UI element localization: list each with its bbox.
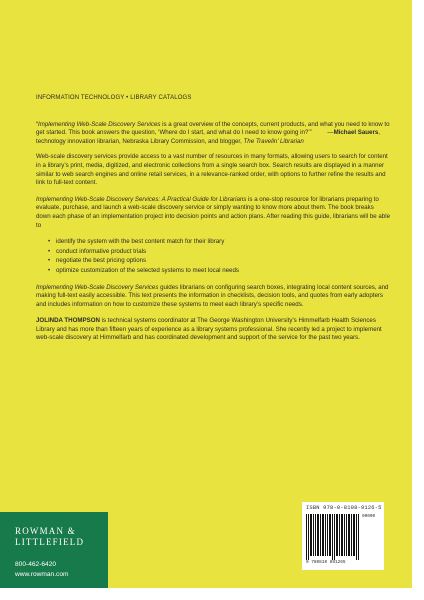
publisher-logo-line-2: LITTLEFIELD [15, 537, 85, 547]
quote-book-title: Implementing Web-Scale Discovery Services [38, 120, 161, 128]
cover-edge-bottom [0, 588, 424, 600]
list-item: • identify the system with the best content match for their library [48, 238, 390, 247]
price-code: 90000 [362, 514, 376, 519]
quote-body: is a great overview of the concepts, current products, and what you need to know to get started. This book answers the question, ‘Where do I start, and what do I need to know going in?’” [36, 120, 390, 137]
quote-attr-dash: — [327, 129, 334, 137]
publisher-logo-line-1: ROWMAN & [15, 526, 76, 536]
quote-attr-blog: The Travelin’ Librarian [243, 137, 304, 145]
publisher-logo [15, 526, 84, 548]
quote-attr-name: Michael Sauers [333, 129, 379, 137]
para3-book-title: Implementing Web-Scale Discovery Services [36, 283, 159, 291]
para2-book-title: Implementing Web-Scale Discovery Services: A Practical Guide for Librarians [36, 195, 247, 203]
author-bio [36, 317, 390, 343]
publisher-url: www.rowman.com [15, 571, 69, 578]
publisher-phone: 800-462-6420 [15, 561, 57, 568]
barcode-icon [306, 514, 360, 560]
list-item: • conduct informative product trials [48, 248, 390, 257]
endorsement-quote [36, 121, 390, 147]
description-paragraph-2 [36, 196, 390, 230]
list-item: • optimize customization of the selected systems to meet local needs [48, 267, 390, 276]
publisher-block [0, 512, 108, 588]
barcode-number: 9 780810 891265 [306, 560, 346, 565]
benefits-list [36, 238, 390, 275]
author-bio-text: is technical systems coordinator at The George Washington University’s Himmelfarb Health Sciences Library and has more than fifteen years of experience as a library systems professional. She recently led a project to implement web-scale discovery at Himmelfarb and has coordinated development and support of the service for the past two years. [36, 317, 382, 342]
para3-body: guides librarians on configuring search boxes, integrating local content sources, and making full-text easily accessible. This text presents the information in checklists, decision tools, and quotes from early adopters and includes information on how to customize these systems to meet each library’s specific needs. [36, 283, 389, 308]
description-paragraph-1: Web-scale discovery services provide access to a vast number of resources in many formats, allowing users to search for content in a library’s print, media, digitized, and electronic collections from a single search box. Search results are displayed in a manner similar to web search engines and online retail services, in a relevance-ranked order, with options to further refine the results and link to full-text content. [36, 153, 388, 187]
quote-attr-role: , technology innovation librarian, Nebraska Library Commission, and blogger, [36, 129, 380, 145]
cover-edge-right [412, 0, 424, 600]
para2-body: is a one-stop resource for librarians preparing to evaluate, purchase, and launch a web-scale discovery service or simply wanting to know more about them. The book breaks down each phase of an implementation project into decision points and action plans. After reading this guide, librarians will be able to [36, 195, 390, 229]
author-name: JOLINDA THOMPSON [36, 317, 100, 325]
category-label: INFORMATION TECHNOLOGY • LIBRARY CATALOGS [36, 95, 192, 101]
quote-open-mark: “ [36, 120, 39, 128]
barcode-box [302, 502, 384, 570]
cover-text-block [36, 94, 390, 351]
isbn-label: ISBN 978-0-8108-9126-5 [306, 505, 382, 511]
list-item: • negotiate the best pricing options [48, 257, 390, 266]
description-paragraph-3 [36, 284, 390, 310]
